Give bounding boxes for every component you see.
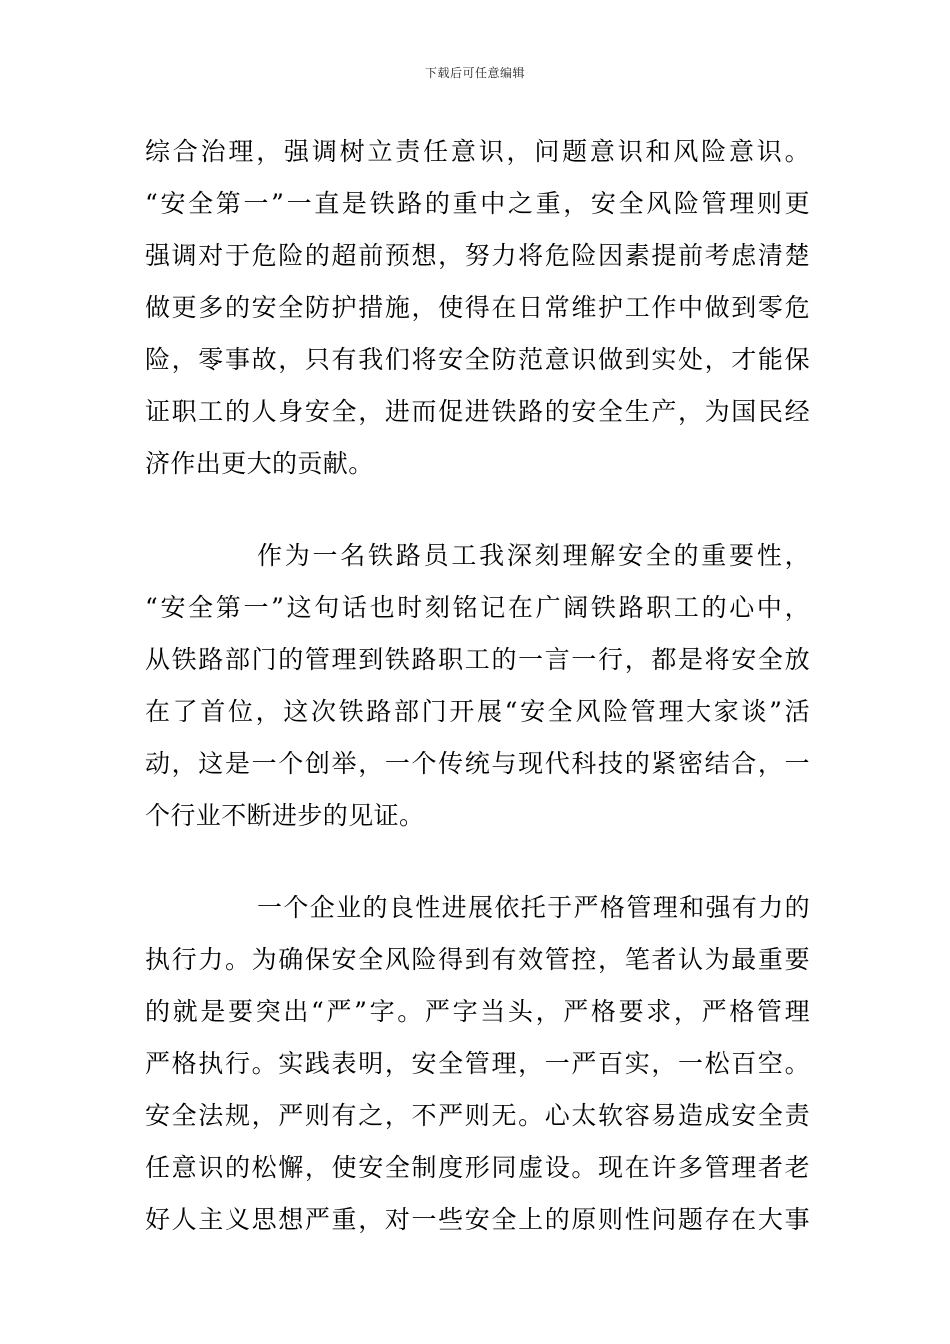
body-text	[145, 126, 810, 1246]
text-line: 在了首位，这次铁路部门开展“安全风险管理大家谈”活	[145, 697, 810, 726]
paragraph-spacer	[145, 842, 810, 882]
text-line: 证职工的人身安全，进而促进铁路的安全生产，为国民经	[145, 397, 810, 426]
text-line: 安全法规，严则有之，不严则无。心太软容易造成安全责	[145, 1101, 810, 1130]
text-line: 作为一名铁路员工我深刻理解安全的重要性，	[257, 541, 810, 570]
text-line: 从铁路部门的管理到铁路职工的一言一行，都是将安全放	[145, 645, 810, 674]
text-line: 的就是要突出“严”字。严字当头，严格要求，严格管理	[145, 997, 810, 1026]
text-line: 济作出更大的贡献。	[145, 449, 374, 478]
paragraph-2	[145, 530, 810, 842]
text-line: 好人主义思想严重，对一些安全上的原则性问题存在大事	[145, 1205, 810, 1234]
text-line: 严格执行。实践表明，安全管理，一严百实，一松百空。	[145, 1049, 810, 1078]
text-line: 险，零事故，只有我们将安全防范意识做到实处，才能保	[145, 345, 810, 374]
text-line: 执行力。为确保安全风险得到有效管控，笔者认为最重要	[145, 945, 810, 974]
paragraph-1	[145, 126, 810, 490]
text-line: 综合治理，强调树立责任意识，问题意识和风险意识。	[145, 137, 810, 166]
text-line: 做更多的安全防护措施，使得在日常维护工作中做到零危	[145, 293, 810, 322]
header-note: 下载后可任意编辑	[424, 66, 525, 80]
text-line: “安全第一”一直是铁路的重中之重，安全风险管理则更	[145, 189, 810, 218]
paragraph-spacer	[145, 490, 810, 530]
text-line: 动，这是一个创举，一个传统与现代科技的紧密结合，一	[145, 749, 810, 778]
text-line: “安全第一”这句话也时刻铭记在广阔铁路职工的心中，	[145, 593, 810, 622]
text-line: 强调对于危险的超前预想，努力将危险因素提前考虑清楚	[145, 241, 810, 270]
text-line: 任意识的松懈，使安全制度形同虚设。现在许多管理者老	[145, 1153, 810, 1182]
paragraph-3	[145, 882, 810, 1246]
text-line: 一个企业的良性进展依托于严格管理和强有力的	[257, 893, 810, 922]
text-line: 个行业不断进步的见证。	[145, 801, 425, 830]
